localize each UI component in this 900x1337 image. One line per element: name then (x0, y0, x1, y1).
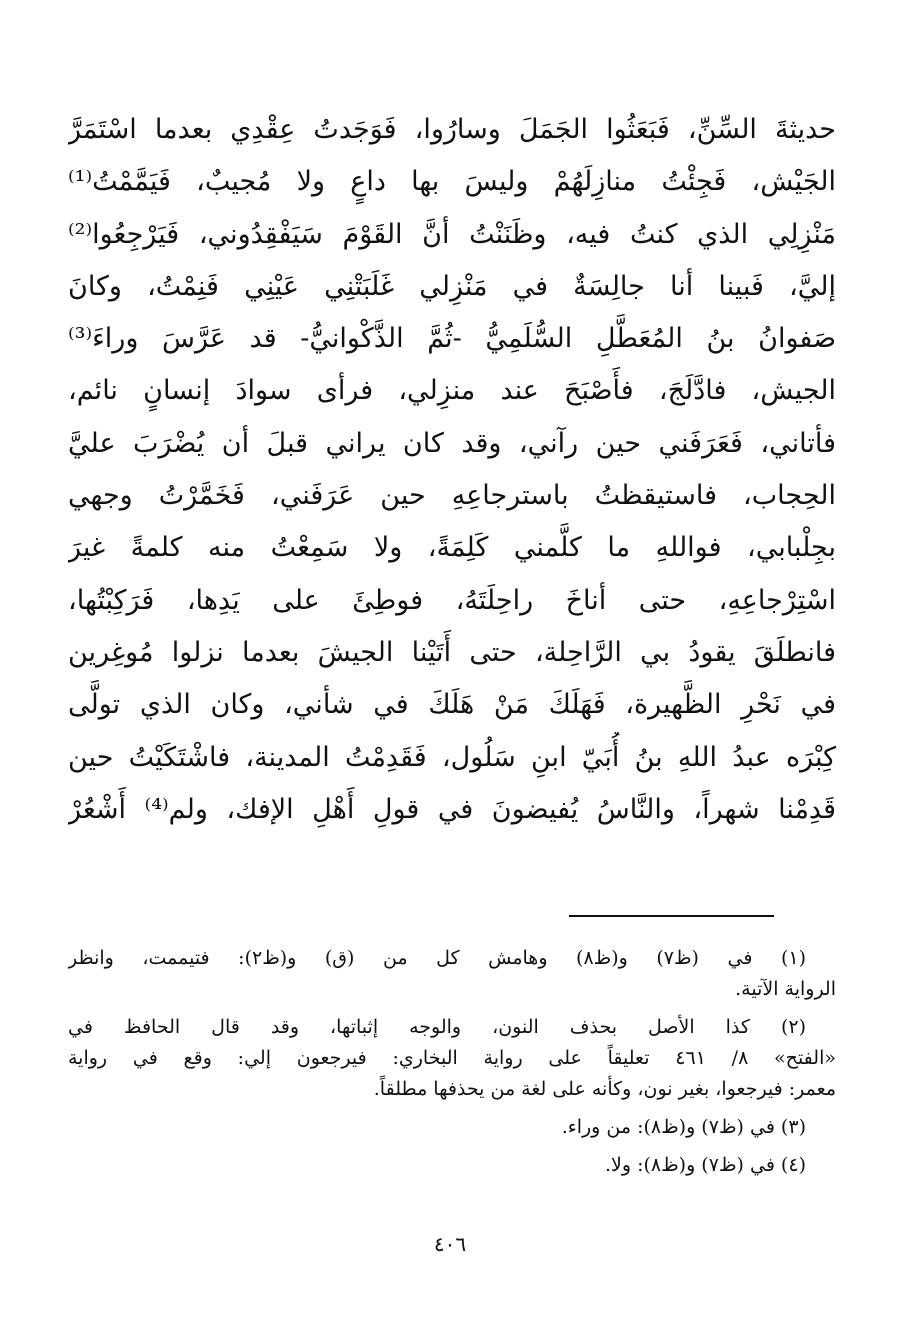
text-line: قَدِمْنا شهراً، والنَّاسُ يُفيضونَ في قولِ أَهْلِ الإفك، ولم⁽⁴⁾ أَشْعُرْ (68, 793, 836, 825)
footnote-line: الرواية الآتية. (735, 978, 836, 1000)
text-line: الجَيْش، فَجِئْتُ منازِلَهُمْ وليسَ بها داعٍ ولا مُجيبٌ، فَيَمَّمْتُ⁽¹⁾ (68, 166, 836, 198)
text-line: الحِجاب، فاستيقظتُ باسترجاعِهِ حين عَرَفَني، فَخَمَّرْتُ وجهي (68, 480, 836, 512)
text-line: في نَحْرِ الظَّهيرة، فَهَلَكَ مَنْ هَلَكَ في شأني، وكان الذي تولَّى (68, 689, 836, 721)
footnote-line: (١) في (ظ٧) و(ظ٨) وهامش كل من (ق) و(ظ٢): فتيممت، وانظر (68, 947, 806, 969)
text-line: الجيش، فادَّلَجَ، فأَصْبَحَ عند منزِلي، فرأى سوادَ إنسانٍ نائم، (68, 375, 836, 407)
footnote-line: معمر: فيرجعوا، بغير نون، وكأنه على لغة من يحذفها مطلقاً. (373, 1078, 836, 1100)
footnote-3: (٣) في (ظ٧) و(ظ٨): من وراء. (561, 1116, 806, 1138)
main-text-body (68, 104, 836, 836)
footnote-2 (68, 1012, 836, 1105)
footnote-1 (68, 943, 836, 1005)
footnote-line: (٢) كذا الأصل بحذف النون، والوجه إثباتها، وقد قال الحافظ في (68, 1016, 806, 1038)
footnote-separator (569, 915, 774, 917)
text-line: إليَّ، فَبينا أنا جالِسَةٌ في مَنْزِلي غَلَبَتْنِي عَيْنِي فَنِمْتُ، وكانَ (68, 270, 836, 302)
footnotes (68, 943, 836, 1181)
page-number: ٤٠٦ (433, 1232, 467, 1256)
text-line: مَنْزِلِي الذي كنتُ فيه، وظَنَنْتُ أنَّ القَوْمَ سَيَفْقِدُوني، فَيَرْجِعُوا⁽²⁾ (68, 218, 836, 250)
text-line: اسْتِرْجاعِهِ، حتى أناخَ راحِلَتَهُ، فوطِئَ على يَدِها، فَرَكِبْتُها، (68, 584, 836, 616)
footnote-4: (٤) في (ظ٧) و(ظ٨): ولا. (604, 1154, 806, 1176)
text-line: بجِلْبابي، فواللهِ ما كلَّمني كَلِمَةً، ولا سَمِعْتُ منه كلمةً غيرَ (68, 532, 836, 564)
text-line: كِبْرَه عبدُ اللهِ بنُ أُبَيّ ابنِ سَلُول، فَقَدِمْتُ المدينة، فاشْتَكَيْتُ حين (68, 741, 836, 773)
text-line: فانطلَقَ يقودُ بي الرَّاحِلة، حتى أَتَيْنا الجيشَ بعدما نزلوا مُوغِرين (68, 636, 836, 668)
text-line: حديثةَ السِّنِّ، فَبَعَثُوا الجَمَلَ وسارُوا، فَوَجَدتُ عِقْدِي بعدما اسْتَمَرَّ (68, 114, 836, 145)
text-line: فأتاني، فَعَرَفَني حين رآني، وقد كان يراني قبلَ أن يُضْرَبَ عليَّ (68, 427, 836, 459)
footnote-line: «الفتح» ٨/ ٤٦١ تعليقاً على رواية البخاري: فيرجعون إلي: وقع في رواية (68, 1047, 836, 1069)
text-line: صَفوانُ بنُ المُعَطَّلِ السُّلَمِيُّ -ثُمَّ الذَّكْوانيُّ- قد عَرَّسَ وراءَ⁽³⁾ (68, 323, 836, 355)
